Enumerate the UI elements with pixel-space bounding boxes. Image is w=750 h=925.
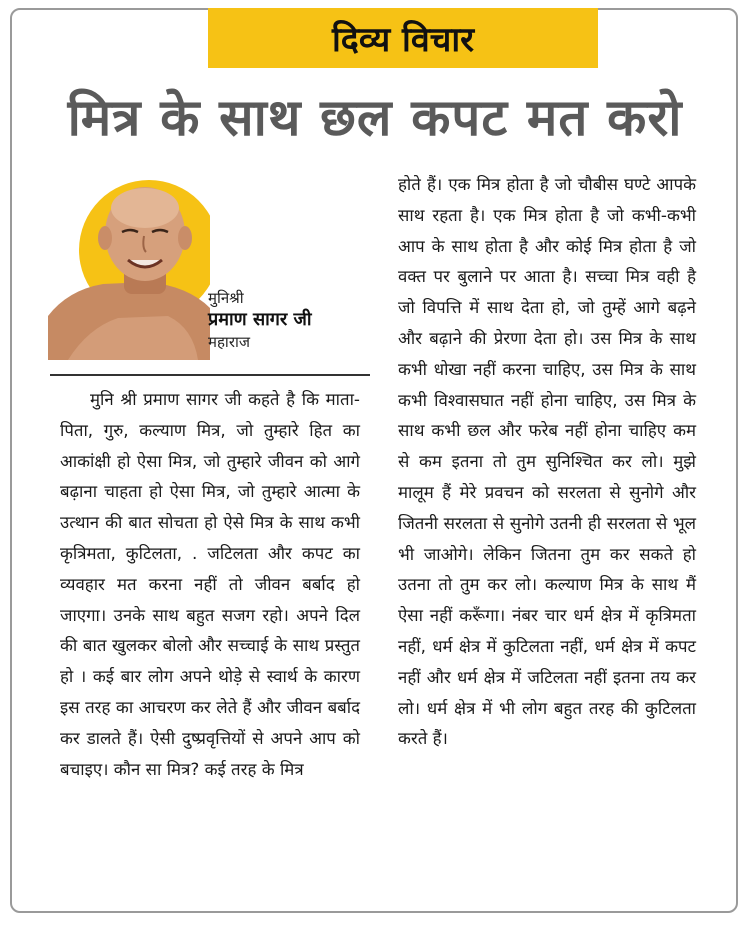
section-banner <box>208 8 598 68</box>
author-portrait-image <box>48 178 210 360</box>
author-name: प्रमाण सागर जी <box>208 309 312 330</box>
byline-divider <box>50 374 370 376</box>
author-photo <box>48 178 210 360</box>
author-byline <box>208 288 368 352</box>
article-headline: मित्र के साथ छल कपट मत करो <box>67 89 683 148</box>
article-column-left <box>60 384 360 784</box>
article-paragraph: मुनि श्री प्रमाण सागर जी कहते है कि माता-पिता, गुरु, कल्याण मित्र, जो तुम्हारे हित का आकांक्षी हो ऐसा मित्र, जो तुम्हारे जीवन को आगे बढ़ाना चाहता हो ऐसा मित्र, जो तुम्हारे आत्मा के उत्थान की बात सोचता हो ऐसे मित्र के साथ कभी कृत्रिमता, कुटिलता, . जटिलता और कपट का व्यवहार मत करना नहीं तो जीवन बर्बाद हो जाएगा। उनके साथ बहुत सजग रहो। अपने दिल की बात खुलकर बोलो और सच्चाई के साथ प्रस्तुत हो । कई बार लोग अपने थोड़े से स्वार्थ के कारण इस तरह का आचरण कर लेते हैं और जीवन बर्बाद कर डालते हैं। ऐसी दुष्प्रवृत्तियों से अपने आप को बचाइए। कौन सा मित्र? कई तरह के मित्र <box>60 389 360 779</box>
article-column-right <box>398 169 696 754</box>
banner-title: दिव्य विचार <box>331 20 475 60</box>
author-prefix: मुनिश्री <box>208 289 244 307</box>
author-suffix: महाराज <box>208 333 250 351</box>
article-paragraph: होते हैं। एक मित्र होता है जो चौबीस घण्टे आपके साथ रहता है। एक मित्र होता है जो कभी-कभी आप के साथ होता है और कोई मित्र होता है जो वक्त पर बुलाने पर आता है। सच्चा मित्र वही है जो विपत्ति में साथ देता हो, जो तुम्हें आगे बढ़ने और बढ़ाने की प्रेरणा देता हो। उस मित्र के साथ कभी धोखा नहीं करना चाहिए, उस मित्र के साथ कभी विश्वासघात नहीं होना चाहिए, उस मित्र के साथ कभी छल और फरेब नहीं होना चाहिए कम से कम इतना तो तुम सुनिश्चित कर लो। मुझे मालूम हैं मेरे प्रवचन को सरलता से सुनोगे और जितनी सरलता से सुनोगे उतनी ही सरलता से भूल भी जाओगे। लेकिन जितना तुम कर सकते हो उतना तो तुम कर लो। कल्याण मित्र के साथ मैं ऐसा नहीं करूँगा। नंबर चार धर्म क्षेत्र में कृत्रिमता नहीं, धर्म क्षेत्र में कुटिलता नहीं, धर्म क्षेत्र में कपट नहीं और धर्म क्षेत्र में जटिलता नहीं इतना तय कर लो। धर्म क्षेत्र में भी लोग बहुत तरह की कुटिलता करते हैं। <box>398 174 696 749</box>
